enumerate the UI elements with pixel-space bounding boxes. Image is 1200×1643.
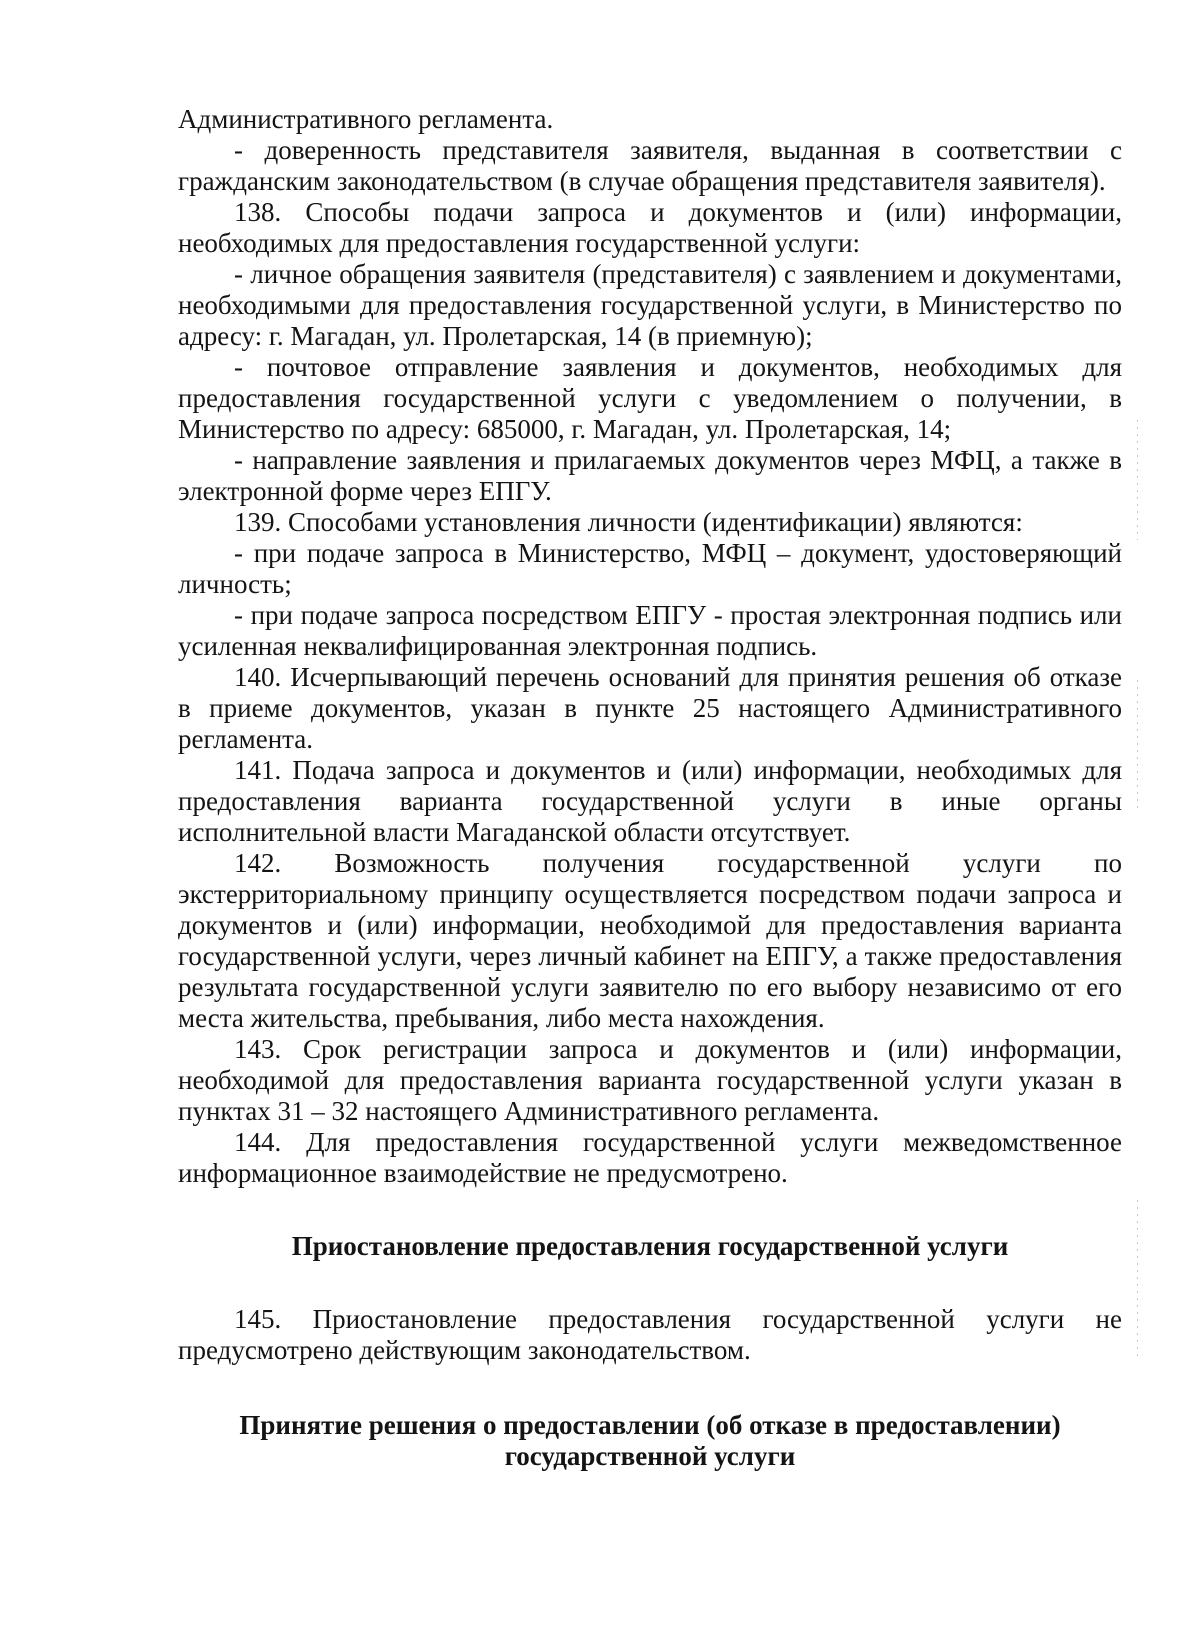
paragraph: - почтовое отправление заявления и документов, необходимых для предоставления государственной услуги с уведомлением о получении, в Министерство по адресу: 685000, г. Магадан, ул. Пролетарская, 14; [178, 352, 1122, 444]
paragraph: - личное обращения заявителя (представителя) с заявлением и документами, необходимыми для предоставления государственной услуги, в Министерство по адресу: г. Магадан, ул. Пролетарская, 14 (в приемную); [178, 259, 1122, 351]
scan-artifact-line [1137, 420, 1138, 540]
section-heading-decision [178, 1410, 1122, 1472]
paragraph: 139. Способами установления личности (идентификации) являются: [234, 507, 1023, 537]
section-heading-line: государственной услуги [504, 1441, 796, 1471]
paragraph: 143. Срок регистрации запроса и документов и (или) информации, необходимой для предоставления варианта государственной услуги указан в пунктах 31 – 32 настоящего Административного регламента. [178, 1034, 1122, 1126]
scan-artifact-line [1137, 680, 1138, 810]
paragraph: 144. Для предоставления государственной услуги межведомственное информационное взаимодействие не предусмотрено. [178, 1127, 1122, 1188]
paragraph: - при подаче запроса посредством ЕПГУ - простая электронная подпись или усиленная неквалифицированная электронная подпись. [178, 600, 1122, 661]
paragraph: - при подаче запроса в Министерство, МФЦ – документ, удостоверяющий личность; [178, 538, 1122, 599]
document-page [178, 104, 1122, 1472]
paragraph: 138. Способы подачи запроса и документов и (или) информации, необходимых для предоставления государственной услуги: [178, 197, 1122, 258]
section-heading-suspension: Приостановление предоставления государственной услуги [291, 1231, 1009, 1261]
scan-artifact-line [1137, 1200, 1138, 1360]
paragraph: 142. Возможность получения государственной услуги по экстерриториальному принципу осуществляется посредством подачи запроса и документов и (или) информации, необходимой для предоставления варианта государственной услуги, через личный кабинет на ЕПГУ, а также предоставления результата государственной услуги заявителю по его выбору независимо от его места жительства, пребывания, либо места нахождения. [178, 848, 1122, 1033]
paragraph: Административного регламента. [178, 104, 554, 134]
paragraph: 145. Приостановление предоставления государственной услуги не предусмотрено действующим законодательством. [178, 1304, 1122, 1365]
paragraph: 140. Исчерпывающий перечень оснований для принятия решения об отказе в приеме документов, указан в пункте 25 настоящего Административного регламента. [178, 662, 1122, 754]
paragraph: - доверенность представителя заявителя, выданная в соответствии с гражданским законодательством (в случае обращения представителя заявителя). [178, 135, 1122, 196]
section-heading-line: Принятие решения о предоставлении (об отказе в предоставлении) [239, 1410, 1061, 1440]
paragraph: 141. Подача запроса и документов и (или) информации, необходимых для предоставления варианта государственной услуги в иные органы исполнительной власти Магаданской области отсутствует. [178, 755, 1122, 847]
paragraph: - направление заявления и прилагаемых документов через МФЦ, а также в электронной форме через ЕПГУ. [178, 445, 1122, 506]
